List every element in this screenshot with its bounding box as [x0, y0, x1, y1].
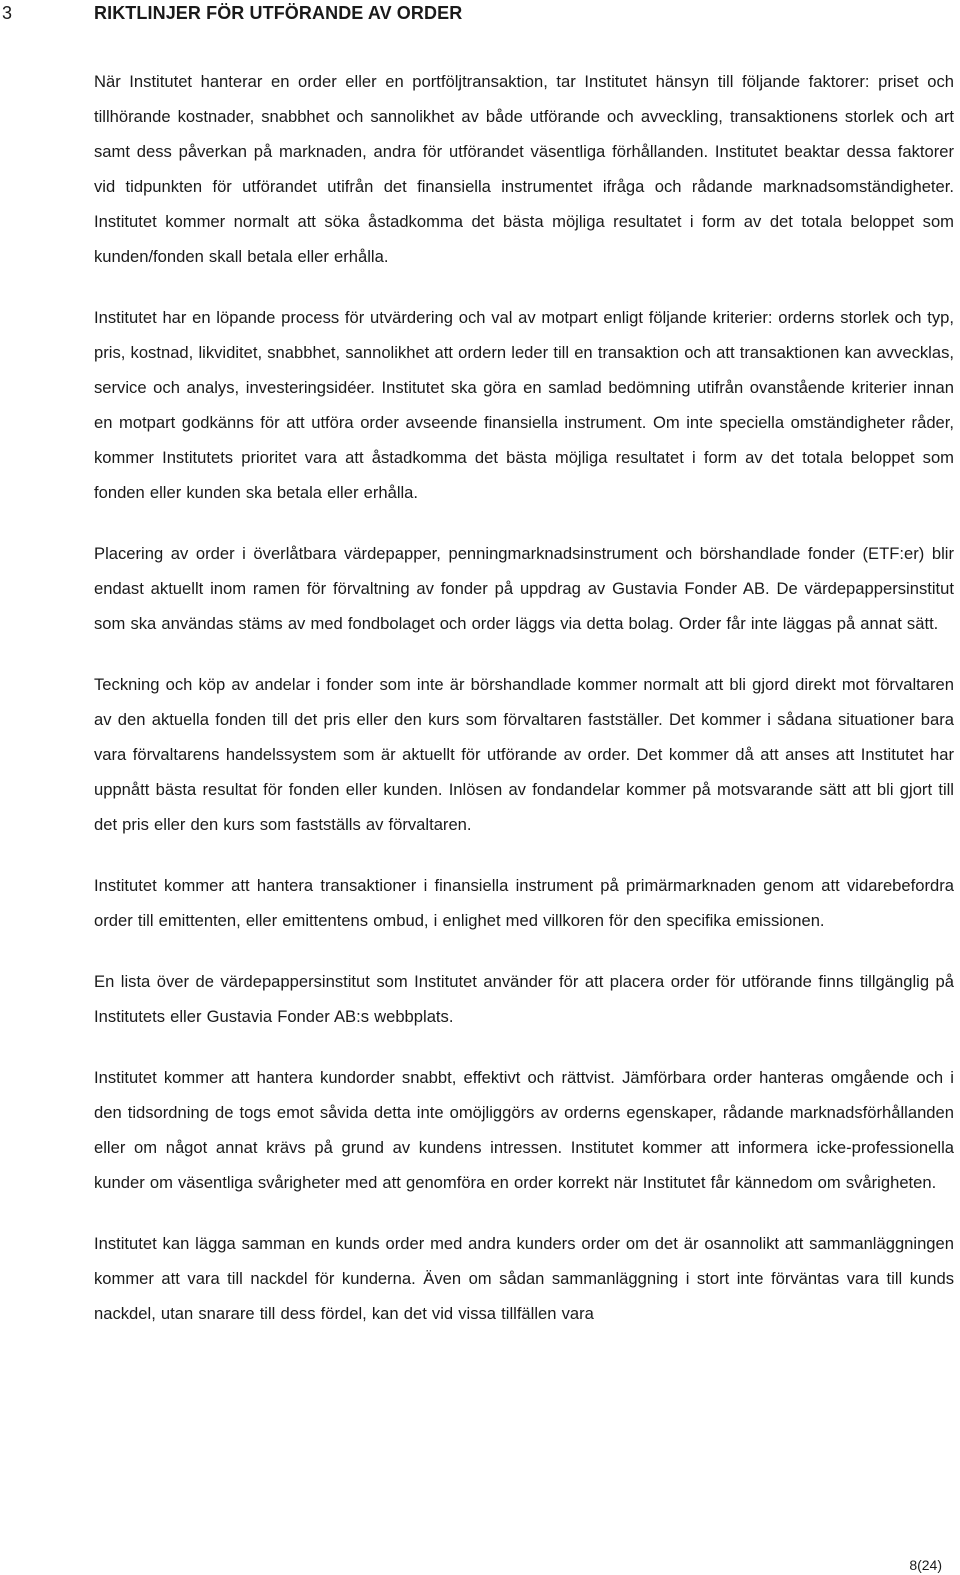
paragraph-order-factors: När Institutet hanterar en order eller en portföljtransaktion, tar Institutet hänsyn till följande faktorer: priset och tillhörande kostnader, snabbhet och sannolikhet av både utförande och avveckling, transaktionens storlek och art samt dess påverkan på marknaden, andra för utförandet väsentliga förhållanden. Institutet beaktar dessa faktorer vid tidpunkten för utförandet utifrån det finansiella instrumentet ifråga och rådande marknadsomständigheter. Institutet kommer normalt att söka åstadkomma det bästa möjliga resultatet i form av det totala beloppet som kunden/fonden skall betala eller erhålla.: [94, 72, 954, 266]
paragraph-counterparty-evaluation: Institutet har en löpande process för utvärdering och val av motpart enligt följande kriterier: orderns storlek och typ, pris, kostnad, likviditet, snabbhet, sannolikhet att ordern leder till en transaktion och att transaktionen kan avvecklas, service och analys, investeringsidéer. Institutet ska göra en samlad bedömning utifrån ovanstående kriterier innan en motpart godkänns för att utföra order avseende finansiella instrument. Om inte speciella omständigheter råder, kommer Institutets prioritet vara att åstadkomma det bästa möjliga resultatet i form av det totala beloppet som fonden eller kunden ska betala eller erhålla.: [94, 308, 954, 502]
paragraph-primary-market: Institutet kommer att hantera transaktioner i finansiella instrument på primärmarknaden genom att vidarebefordra order till emittenten, eller emittentens ombud, i enlighet med villkoren för den specifika emissionen.: [94, 876, 954, 930]
document-body: [94, 64, 954, 1357]
paragraph-order-handling: Institutet kommer att hantera kundorder snabbt, effektivt och rättvist. Jämförbara order hanteras omgående och i den tidsordning de togs emot såvida detta inte omöjliggörs av orderns egenskaper, rådande marknadsförhållanden eller om något annat krävs på grund av kundens intressen. Institutet kommer att informera icke-professionella kunder om väsentliga svårigheter med att genomföra en order korrekt när Institutet får kännedom om svårigheten.: [94, 1068, 954, 1192]
page-number: 8(24): [909, 1557, 942, 1573]
paragraph-order-placement: Placering av order i överlåtbara värdepapper, penningmarknadsinstrument och börshandlade fonder (ETF:er) blir endast aktuellt inom ramen för förvaltning av fonder på uppdrag av Gustavia Fonder AB. De värdepappersinstitut som ska användas stäms av med fondbolaget och order läggs via detta bolag. Order får inte läggas på annat sätt.: [94, 544, 954, 633]
paragraph-order-aggregation: Institutet kan lägga samman en kunds order med andra kunders order om det är osannolikt att sammanläggningen kommer att vara till nackdel för kunderna. Även om sådan sammanläggning i stort inte förväntas vara till kunds nackdel, utan snarare till dess fördel, kan det vid vissa tillfällen vara: [94, 1234, 954, 1323]
section-number: 3: [2, 3, 13, 23]
section-title: RIKTLINJER FÖR UTFÖRANDE AV ORDER: [94, 3, 463, 23]
paragraph-institution-list: En lista över de värdepappersinstitut som Institutet använder för att placera order för utförande finns tillgänglig på Institutets eller Gustavia Fonder AB:s webbplats.: [94, 972, 954, 1026]
paragraph-fund-subscription: Teckning och köp av andelar i fonder som inte är börshandlade kommer normalt att bli gjord direkt mot förvaltaren av den aktuella fonden till det pris eller den kurs som förvaltaren fastställer. Det kommer i sådana situationer bara vara förvaltarens handelssystem som är aktuellt för utförande av order. Det kommer då att anses att Institutet har uppnått bästa resultat för fonden eller kunden. Inlösen av fondandelar kommer på motsvarande sätt att bli gjort till det pris eller den kurs som fastställs av förvaltaren.: [94, 675, 954, 834]
